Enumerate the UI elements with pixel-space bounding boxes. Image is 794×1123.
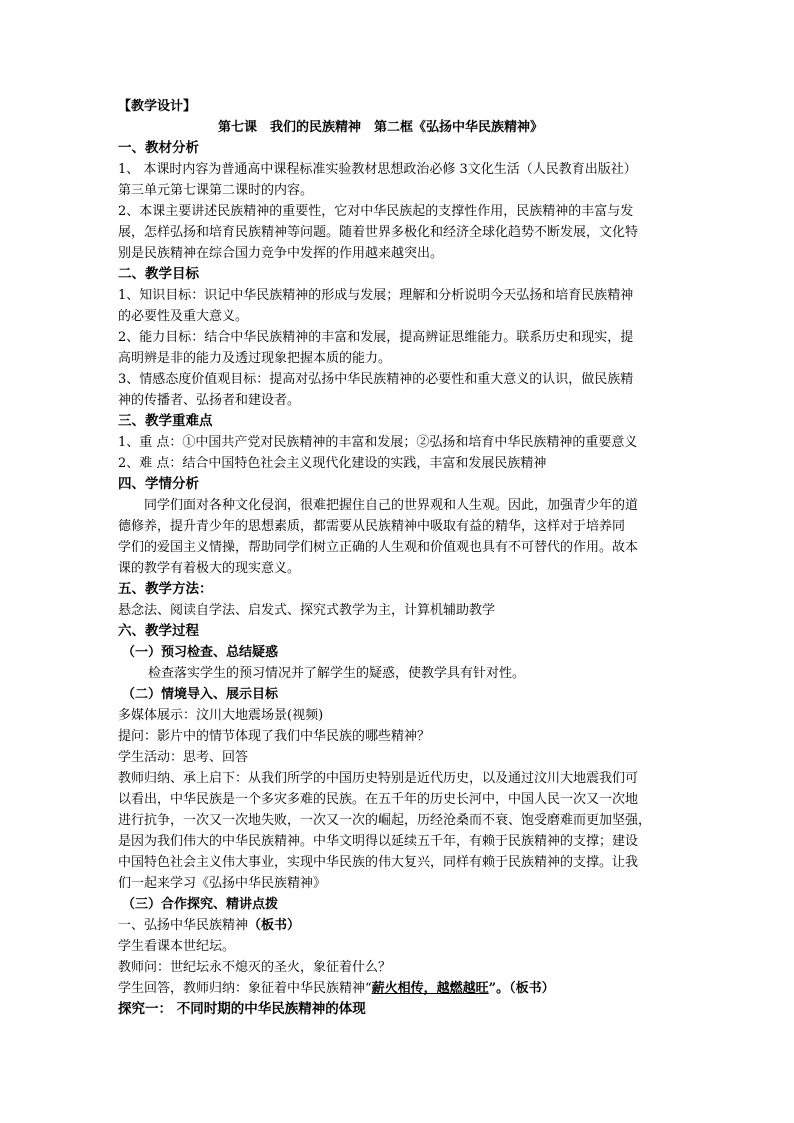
paragraph-line: 高明辨是非的能力及透过现象把握本质的能力。 — [118, 351, 392, 366]
paragraph-line — [118, 978, 674, 999]
paragraph-line: 教师归纳、承上启下：从我们所学的中国历史特别是近代历史，以及通过汶川大地震我们可 — [118, 771, 639, 786]
board-heading-line — [118, 915, 674, 936]
explore-heading: 探究一： 不同时期的中华民族精神的体现 — [118, 1001, 366, 1017]
board-heading-text: 一、弘扬中华民族精神 — [118, 918, 249, 933]
underlined-phrase: 薪火相传，越燃越旺 — [371, 981, 489, 996]
doc-title: 第七课 我们的民族精神 第二框《弘扬中华民族精神》 — [218, 120, 544, 135]
paragraph-line: 德修养，提升青少年的思想素质，都需要从民族精神中吸取有益的精华，这样对于培养同 — [118, 519, 626, 534]
board-note: （板书） — [248, 918, 301, 933]
paragraph-line: 1、重 点：①中国共产党对民族精神的丰富和发展；②弘扬和培育中华民族精神的重要意义 — [118, 435, 638, 450]
paragraph-line: 别是民族精神在综合国力竞争中发挥的作用越来越突出。 — [118, 246, 444, 261]
paragraph-line: 以看出，中华民族是一个多灾多难的民族。在五千年的历史长河中，中国人民一次又一次地 — [118, 792, 639, 807]
section-1-heading: 一、教材分析 — [118, 140, 199, 156]
paragraph-line: 进行抗争，一次又一次地失败，一次又一次的崛起，历经沧桑而不衰、饱受磨难而更加坚强， — [118, 813, 652, 828]
section-4-heading: 四、学情分析 — [118, 476, 199, 492]
paragraph-line: 的必要性及重大意义。 — [118, 309, 249, 324]
paragraph-line: 学生看课本世纪坛。 — [118, 939, 236, 954]
paragraph-line: 3、情感态度价值观目标：提高对弘扬中华民族精神的必要性和重大意义的认识，做民族精 — [118, 372, 634, 387]
paragraph-line: 们一起来学习《弘扬中华民族精神》 — [118, 876, 327, 891]
section-3-heading: 三、教学重难点 — [118, 413, 213, 429]
paragraph-line: 悬念法、阅读自学法、启发式、探究式教学为主，计算机辅助教学 — [118, 603, 496, 618]
paragraph-line: 2、本课主要讲述民族精神的重要性，它对中华民族起的支撑性作用，民族精神的丰富与发 — [118, 204, 634, 219]
paragraph-line: 提问：影片中的情节体现了我们中华民族的哪些精神？ — [118, 729, 431, 744]
paragraph-line: 多媒体展示：汶川大地震场景(视频) — [118, 708, 324, 723]
paragraph-line: 学们的爱国主义情操，帮助同学们树立正确的人生观和价值观也具有不可替代的作用。故本 — [118, 540, 639, 555]
paragraph-line: 检查落实学生的预习情况并了解学生的疑惑，使教学具有针对性。 — [148, 666, 526, 681]
section-6-heading: 六、教学过程 — [118, 623, 199, 639]
paragraph-line: 教师问：世纪坛永不熄灭的圣火，象征着什么？ — [118, 960, 392, 975]
board-note: ”。（板书） — [488, 981, 555, 996]
section-5-heading: 五、教学方法： — [118, 581, 213, 597]
paragraph-line: 是因为我们伟大的中华民族精神。中华文明得以延续五千年，有赖于民族精神的支撑；建设 — [118, 834, 639, 849]
paragraph-line: 第三单元第七课第二课时的内容。 — [118, 183, 314, 198]
paragraph-line: 展，怎样弘扬和培育民族精神等问题。随着世界多极化和经济全球化趋势不断发展，文化特 — [118, 225, 639, 240]
paragraph-line: 同学们面对各种文化侵润，很难把握住自己的世界观和人生观。因此，加强青少年的道 — [144, 498, 639, 513]
paragraph-line: 神的传播者、弘扬者和建设者。 — [118, 393, 301, 408]
doc-heading: 【教学设计】 — [118, 99, 197, 114]
paragraph-line: 1、知识目标：识记中华民族精神的形成与发展；理解和分析说明今天弘扬和培育民族精神 — [118, 288, 634, 303]
subsection-heading: （二）情境导入、展示目标 — [122, 687, 279, 702]
subsection-heading: （一）预习检查、总结疑惑 — [122, 645, 279, 660]
paragraph-line: 中国特色社会主义伟大事业，实现中华民族的伟大复兴，同样有赖于民族精神的支撑。让我 — [118, 855, 639, 870]
paragraph-line: 学生活动：思考、回答 — [118, 750, 249, 765]
answer-text: 学生回答，教师归纳：象征着中华民族精神“ — [118, 981, 372, 996]
paragraph-line: 课的教学有着极大的现实意义。 — [118, 561, 301, 576]
subsection-heading: （三）合作探究、精讲点拨 — [122, 897, 279, 912]
paragraph-line: 2、难 点：结合中国特色社会主义现代化建设的实践，丰富和发展民族精神 — [118, 456, 547, 471]
section-2-heading: 二、教学目标 — [118, 266, 199, 282]
paragraph-line: 1、 本课时内容为普通高中课程标准实验教材思想政治必修 3文化生活（人民教育出版社） — [118, 162, 637, 177]
paragraph-line: 2、能力目标：结合中华民族精神的丰富和发展，提高辨证思维能力。联系历史和现实，提 — [118, 330, 634, 345]
